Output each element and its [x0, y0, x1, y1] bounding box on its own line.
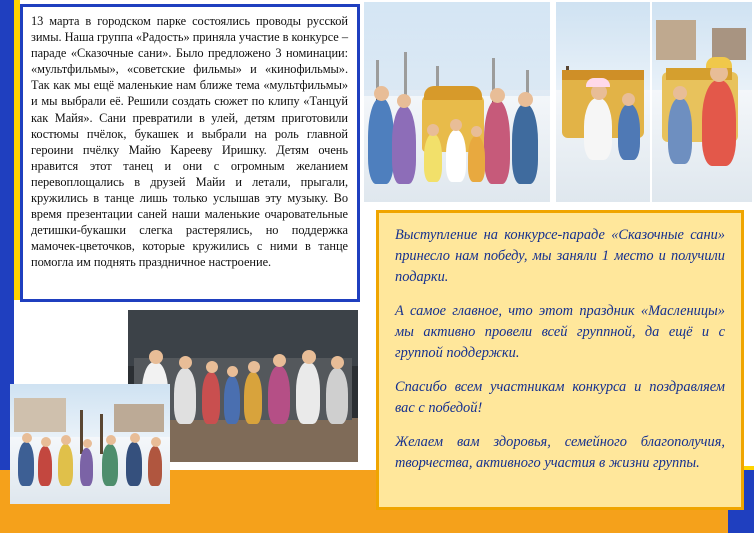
photo-parade-1 [364, 2, 550, 202]
victory-paragraph-4: Желаем вам здоровья, семейного благополучия, творчества, активного участия в жизни группы. [395, 434, 725, 471]
photo-parade-3 [652, 2, 752, 202]
story-text: 13 марта в городском парке состоялись проводы русской зимы. Наша группа «Радость» приняла участие в конкурсе – параде «Сказочные сани». Было предложено 3 номинации: «мультфильмы», «советские фильмы» и «кинофильмы». Так как мы ещё маленькие нам ближе тема «мультфильмы» и мы выбрали её. Решили создать сюжет по клипу «Танцуй как Майя». Сани превратили в улей, детям приготовили костюмы пчёлок, букашек и выбрали на роль главной героини пчёлку Майю Карееву Иришку. Детям очень нравится этот танец и они с огромным желанием перевоплощались в друзей Майи и летали, прыгали, кружились в танце лишь только услышав эту музыку. Во время презентации саней наши маленькие очаровательные детишки-букашки слегка растерялись, но поддержка мамочек-цветочков, которые кружились с ними в танце помогла им поднять праздничное настроение. [31, 14, 348, 270]
victory-paragraph-1: Выступление на конкурсе-параде «Сказочные сани» принесло нам победу, мы заняли 1 место и получили подарки. [395, 227, 725, 285]
photo-street [10, 384, 170, 504]
victory-panel [376, 210, 744, 510]
victory-paragraph-2: А самое главное, что этот праздник «Масленицы» мы активно провели всей группной, да ещё и с группой поддержки. [395, 303, 725, 361]
story-textbox [20, 4, 360, 302]
photo-parade-2 [556, 2, 650, 202]
victory-paragraph-3: Спасибо всем участникам конкурса и поздравляем вас с победой! [395, 379, 725, 416]
